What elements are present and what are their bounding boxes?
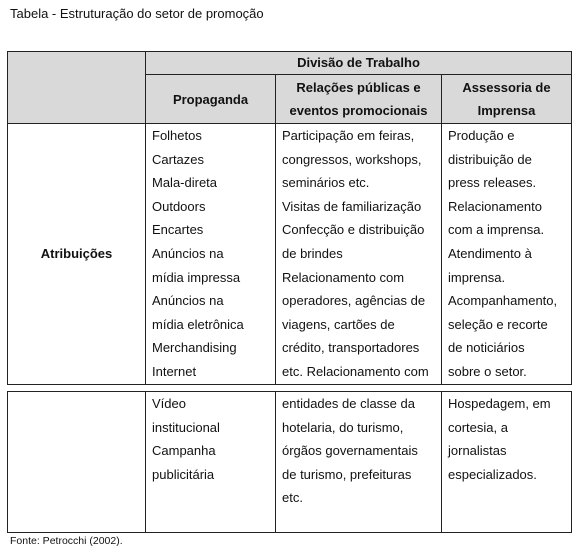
cell-text-line: Campanha bbox=[152, 443, 216, 459]
cell-text-line: de turismo, prefeituras bbox=[282, 466, 412, 482]
cell-text-line: Assessoria de bbox=[462, 80, 551, 95]
cell-text-line: operadores, agências de bbox=[282, 293, 426, 309]
cell-text-line: Participação em feiras, bbox=[282, 128, 415, 143]
cell-text-line: cortesia, a bbox=[448, 419, 508, 435]
cell-text-line: Visitas de familiarização bbox=[282, 198, 422, 214]
row-label-atribuicoes: Atribuições bbox=[8, 124, 146, 385]
promotion-table-part-1 bbox=[7, 51, 572, 385]
cell-text-line: Anúncios na bbox=[152, 293, 224, 309]
cell-text-line: de brindes bbox=[282, 245, 343, 261]
cell-propaganda-continued bbox=[146, 392, 276, 533]
col-header-assessoria bbox=[442, 75, 572, 124]
col-header-propaganda bbox=[146, 75, 276, 124]
cell-text-line: institucional bbox=[152, 419, 220, 435]
cell-assessoria bbox=[442, 124, 572, 385]
cell-text-line: Acompanhamento, bbox=[448, 293, 558, 309]
cell-text-line: Merchandising bbox=[152, 340, 237, 356]
cell-text-line: mídia eletrônica bbox=[152, 316, 244, 332]
col-header-relacoes bbox=[276, 75, 442, 124]
source-note: Fonte: Petrocchi (2002). bbox=[10, 535, 123, 547]
cell-text-line: Encartes bbox=[152, 222, 204, 238]
table-caption: Tabela - Estruturação do setor de promoção bbox=[10, 6, 264, 21]
group-header-divisao: Divisão de Trabalho bbox=[146, 52, 572, 75]
promotion-table-part-2 bbox=[7, 391, 572, 533]
cell-text-line: Relações públicas e bbox=[296, 80, 421, 95]
row-label-continued bbox=[8, 392, 146, 533]
cell-text-line: Mala-direta bbox=[152, 175, 218, 191]
cell-text-line: seminários etc. bbox=[282, 175, 370, 191]
cell-text-line: crédito, transportadores bbox=[282, 340, 420, 356]
cell-text-line: etc. bbox=[282, 490, 303, 506]
cell-text-line: Cartazes bbox=[152, 151, 205, 167]
cell-text-line: Anúncios na bbox=[152, 245, 224, 261]
cell-text-line: hotelaria, do turismo, bbox=[282, 419, 404, 435]
cell-text-line: Folhetos bbox=[152, 128, 202, 143]
cell-text-line: Confecção e distribuição bbox=[282, 222, 425, 238]
cell-text-line: Propaganda bbox=[172, 91, 249, 107]
cell-text-line: Produção e bbox=[448, 128, 515, 143]
cell-text-line: com a imprensa. bbox=[448, 222, 545, 238]
cell-text-line: sobre o setor. bbox=[448, 363, 527, 379]
cell-text-line: viagens, cartões de bbox=[282, 316, 395, 332]
cell-text-line: Atendimento à bbox=[448, 245, 532, 261]
cell-text-line: distribuição de bbox=[448, 151, 532, 167]
cell-text-line: Hospedagem, em bbox=[448, 396, 551, 411]
cell-text-line: Relacionamento bbox=[448, 198, 542, 214]
cell-text-line: Internet bbox=[152, 363, 197, 379]
cell-relacoes-publicas bbox=[276, 124, 442, 385]
cell-text-line: jornalistas bbox=[448, 443, 507, 459]
cell-assessoria-continued bbox=[442, 392, 572, 533]
cell-text-line: órgãos governamentais bbox=[282, 443, 418, 459]
cell-text-line: seleção e recorte bbox=[448, 316, 548, 332]
cell-text-line: Outdoors bbox=[152, 198, 206, 214]
cell-relacoes-publicas-continued bbox=[276, 392, 442, 533]
cell-text-line: mídia impressa bbox=[152, 269, 241, 285]
cell-text-line: publicitária bbox=[152, 466, 215, 482]
cell-propaganda bbox=[146, 124, 276, 385]
cell-text-line: congressos, workshops, bbox=[282, 151, 422, 167]
corner-header-cell bbox=[8, 52, 146, 124]
cell-text-line: Vídeo bbox=[152, 396, 186, 411]
cell-text-line: de noticiários bbox=[448, 340, 525, 356]
cell-text-line: Imprensa bbox=[477, 103, 536, 118]
cell-text-line: entidades de classe da bbox=[282, 396, 415, 411]
cell-text-line: etc. Relacionamento com bbox=[282, 363, 429, 379]
cell-text-line: Relacionamento com bbox=[282, 269, 405, 285]
cell-text-line: especializados. bbox=[448, 466, 537, 482]
cell-text-line: press releases. bbox=[448, 175, 537, 191]
cell-text-line: eventos promocionais bbox=[289, 103, 428, 118]
cell-text-line: imprensa. bbox=[448, 269, 506, 285]
